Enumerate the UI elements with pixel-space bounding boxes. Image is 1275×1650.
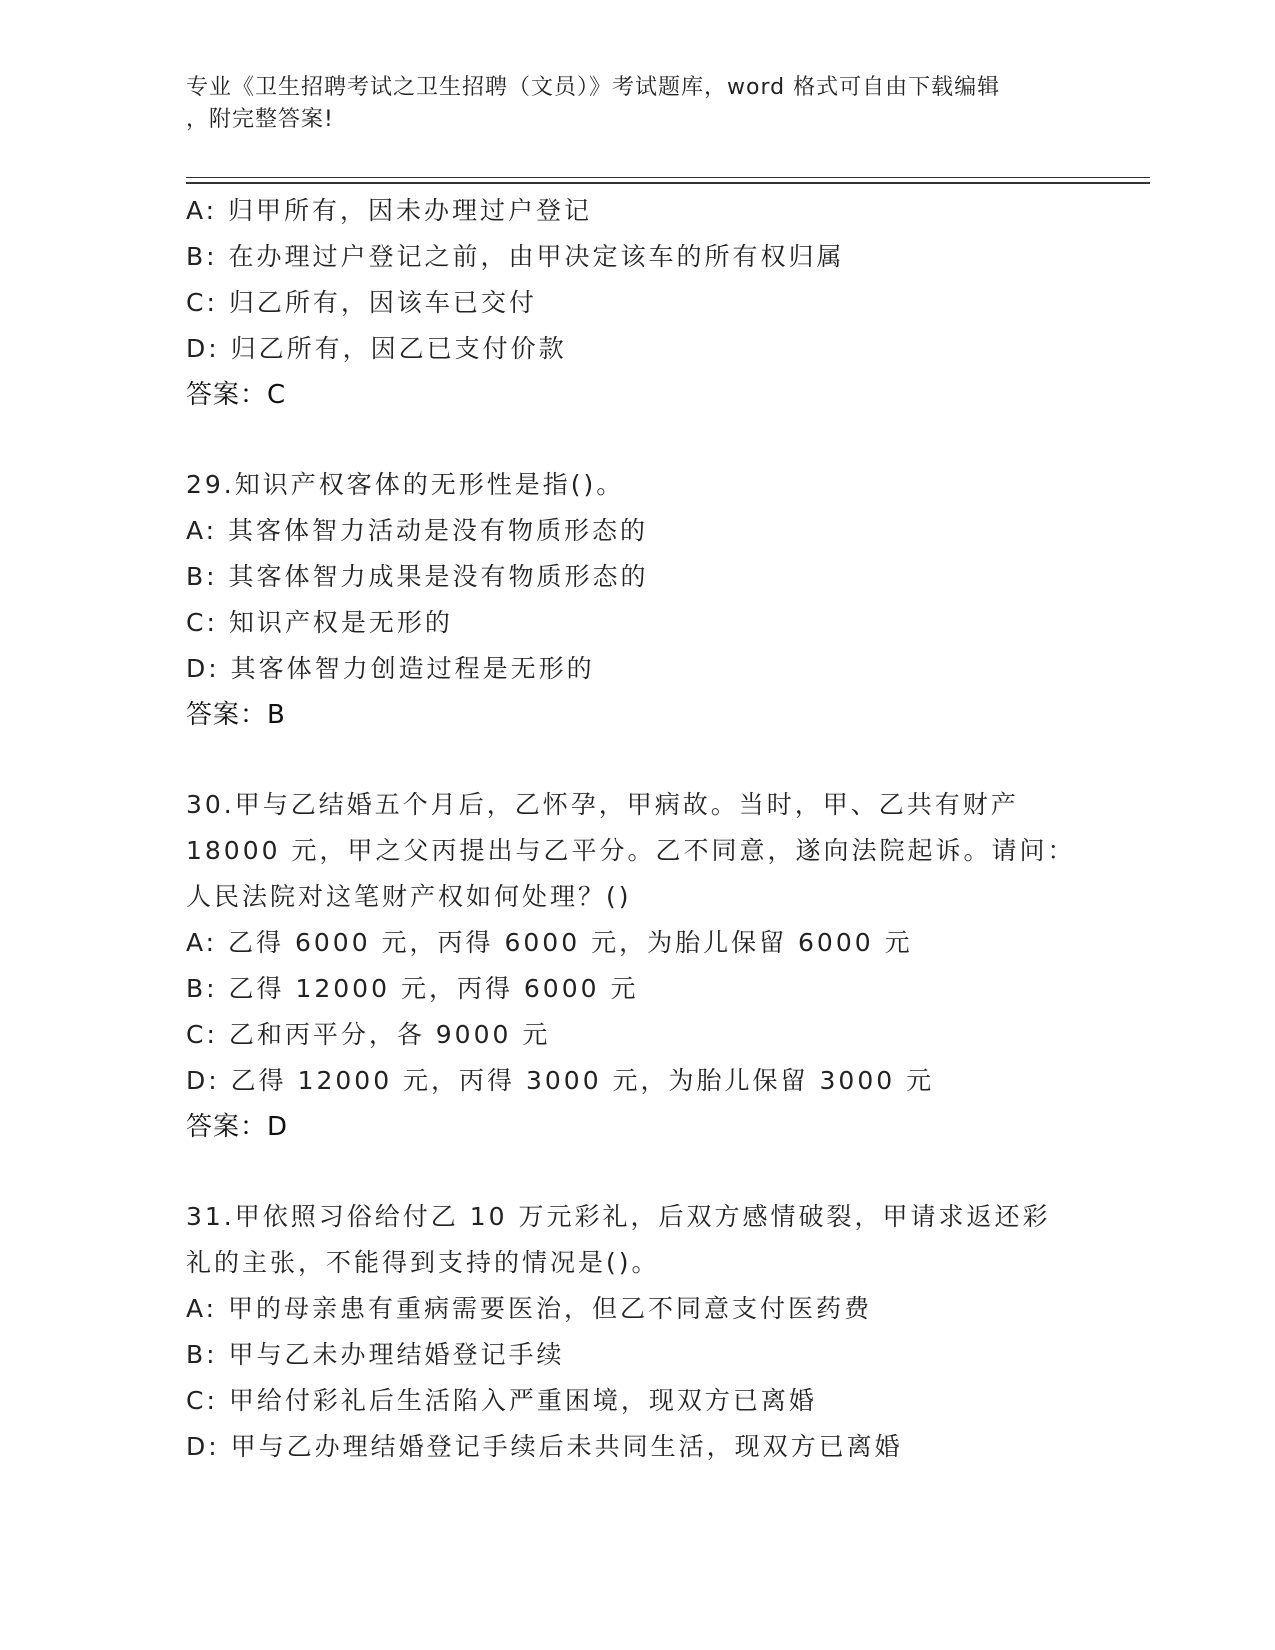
option-b: B: 在办理过户登记之前，由甲决定该车的所有权归属 (186, 242, 845, 271)
option-a: A: 其客体智力活动是没有物质形态的 (186, 516, 649, 545)
header-divider-thin (186, 177, 1150, 178)
option-a: A: 归甲所有，因未办理过户登记 (186, 196, 593, 225)
option-c: C: 归乙所有，因该车已交付 (186, 288, 537, 317)
option-d: D: 乙得 12000 元，丙得 3000 元，为胎儿保留 3000 元 (186, 1066, 935, 1095)
answer-value: B (267, 700, 286, 730)
option-b: B: 甲与乙未办理结婚登记手续 (186, 1340, 565, 1369)
option-d: D: 归乙所有，因乙已支付价款 (186, 334, 567, 363)
option-c: C: 甲给付彩礼后生活陷入严重困境，现双方已离婚 (186, 1386, 817, 1415)
answer-label: 答案： (186, 1112, 268, 1142)
answer-label: 答案： (186, 700, 268, 730)
option-c: C: 乙和丙平分，各 9000 元 (186, 1020, 551, 1049)
spacer (186, 738, 1086, 782)
question-stem-line-3: 人民法院对这笔财产权如何处理？() (186, 882, 632, 911)
answer-value: D (267, 1112, 289, 1142)
question-stem-line-1: 30.甲与乙结婚五个月后，乙怀孕，甲病故。当时，甲、乙共有财产 (186, 790, 1019, 819)
header-divider-thick (186, 182, 1150, 184)
header-line-1: 专业《卫生招聘考试之卫生招聘（文员）》考试题库，word 格式可自由下载编辑 (186, 75, 1001, 100)
question-content (186, 188, 1086, 1470)
option-b: B: 其客体智力成果是没有物质形态的 (186, 562, 649, 591)
spacer (186, 1150, 1086, 1194)
answer-line (186, 372, 1086, 418)
question-30 (186, 782, 1086, 1150)
option-a: A: 乙得 6000 元，丙得 6000 元，为胎儿保留 6000 元 (186, 928, 913, 957)
question-stem-line-1: 31.甲依照习俗给付乙 10 万元彩礼，后双方感情破裂，甲请求返还彩 (186, 1202, 1051, 1231)
option-d: D: 其客体智力创造过程是无形的 (186, 654, 595, 683)
question-stem-line-2: 18000 元，甲之父丙提出与乙平分。乙不同意，遂向法院起诉。请问： (186, 836, 1076, 865)
spacer (186, 418, 1086, 462)
option-d: D: 甲与乙办理结婚登记手续后未共同生活，现双方已离婚 (186, 1432, 903, 1461)
question-stem: 29.知识产权客体的无形性是指()。 (186, 470, 625, 499)
question-stem-line-2: 礼的主张，不能得到支持的情况是()。 (186, 1248, 660, 1277)
answer-line (186, 692, 1086, 738)
option-b: B: 乙得 12000 元，丙得 6000 元 (186, 974, 639, 1003)
answer-label: 答案： (186, 380, 268, 410)
question-31 (186, 1194, 1086, 1470)
option-c: C: 知识产权是无形的 (186, 608, 453, 637)
question-29 (186, 462, 1086, 738)
answer-value: C (267, 380, 287, 410)
header-line-2: ，附完整答案! (186, 107, 334, 132)
document-header (186, 72, 1086, 136)
answer-line (186, 1104, 1086, 1150)
option-a: A: 甲的母亲患有重病需要医治，但乙不同意支付医药费 (186, 1294, 873, 1323)
question-28 (186, 188, 1086, 418)
